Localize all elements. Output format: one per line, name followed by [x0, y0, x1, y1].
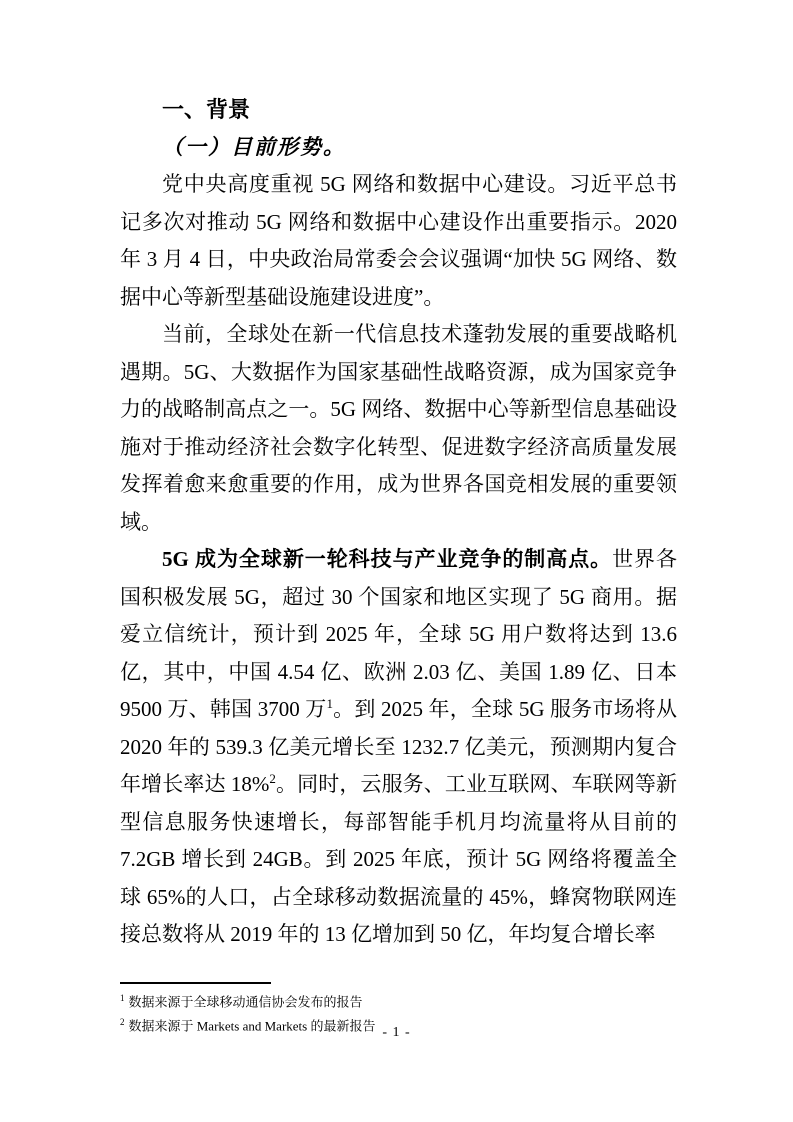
section-heading: 一、背景 — [162, 97, 251, 122]
paragraph-strategic-opportunity — [120, 316, 677, 541]
paragraph-text: 世界各国积极发展 5G，超过 30 个国家和地区实现了 5G 商用。据爱立信统计，预计到 2025 年，全球 5G 用户数将达到 13.6 亿，其中，中国 4.54 亿、欧洲 2.03 亿、美国 1.89 亿、日本 9500 万、韩国 3700 万 — [120, 547, 677, 721]
paragraph-bold-lead: 5G 成为全球新一轮科技与产业竞争的制高点。 — [162, 547, 613, 571]
footnote-text: 数据来源于全球移动通信协会发布的报告 — [128, 994, 363, 1010]
paragraph-5g-competition — [120, 541, 677, 954]
footnote-1 — [120, 988, 677, 1012]
paragraph-text: 当前，全球处在新一代信息技术蓬勃发展的重要战略机遇期。5G、大数据作为国家基础性战略资源，成为国家竞争力的战略制高点之一。5G 网络、数据中心等新型信息基础设施对于推动经济社会数字化转型、促进数字经济高质量发展发挥着愈来愈重要的作用，成为世界各国竞相发展的重要领域。 — [120, 322, 677, 534]
footnote-reference-2: 2 — [269, 771, 276, 786]
paragraph-text: 。到 2025 年，全球 5G 服务市场将从 2020 年的 539.3 亿美元增长至 1232.7 亿美元，预测期内复合年增长率达 18% — [120, 697, 678, 796]
footnote-text: 数据来源于 Markets and Markets 的最新报告 — [128, 1018, 376, 1034]
footnote-reference-1: 1 — [326, 696, 333, 711]
paragraph-text: 。同时，云服务、工业互联网、车联网等新型信息服务快速增长，每部智能手机月均流量将从目前的 7.2GB 增长到 24GB。到 2025 年底，预计 5G 网络将覆盖全球 65%的人口，占全球移动数据流量的 45%，蜂窝物联网连接总数将从 2019 年的 13 亿增加到 50 亿，年均复合增长率 — [120, 772, 677, 946]
footnote-marker: 2 — [120, 1017, 125, 1028]
paragraph-central-committee — [120, 166, 677, 316]
paragraph-text: 党中央高度重视 5G 网络和数据中心建设。习近平总书记多次对推动 5G 网络和数据中心建设作出重要指示。2020 年 3 月 4 日，中央政治局常委会会议强调“加快 5G 网络、数据中心等新型基础设施建设进度”。 — [120, 172, 677, 309]
page-number: - 1 - — [382, 1025, 411, 1040]
subsection-heading: （一）目前形势。 — [162, 134, 346, 159]
footnote-separator-rule — [120, 982, 271, 984]
footnote-marker: 1 — [120, 993, 125, 1003]
document-body — [120, 91, 677, 954]
